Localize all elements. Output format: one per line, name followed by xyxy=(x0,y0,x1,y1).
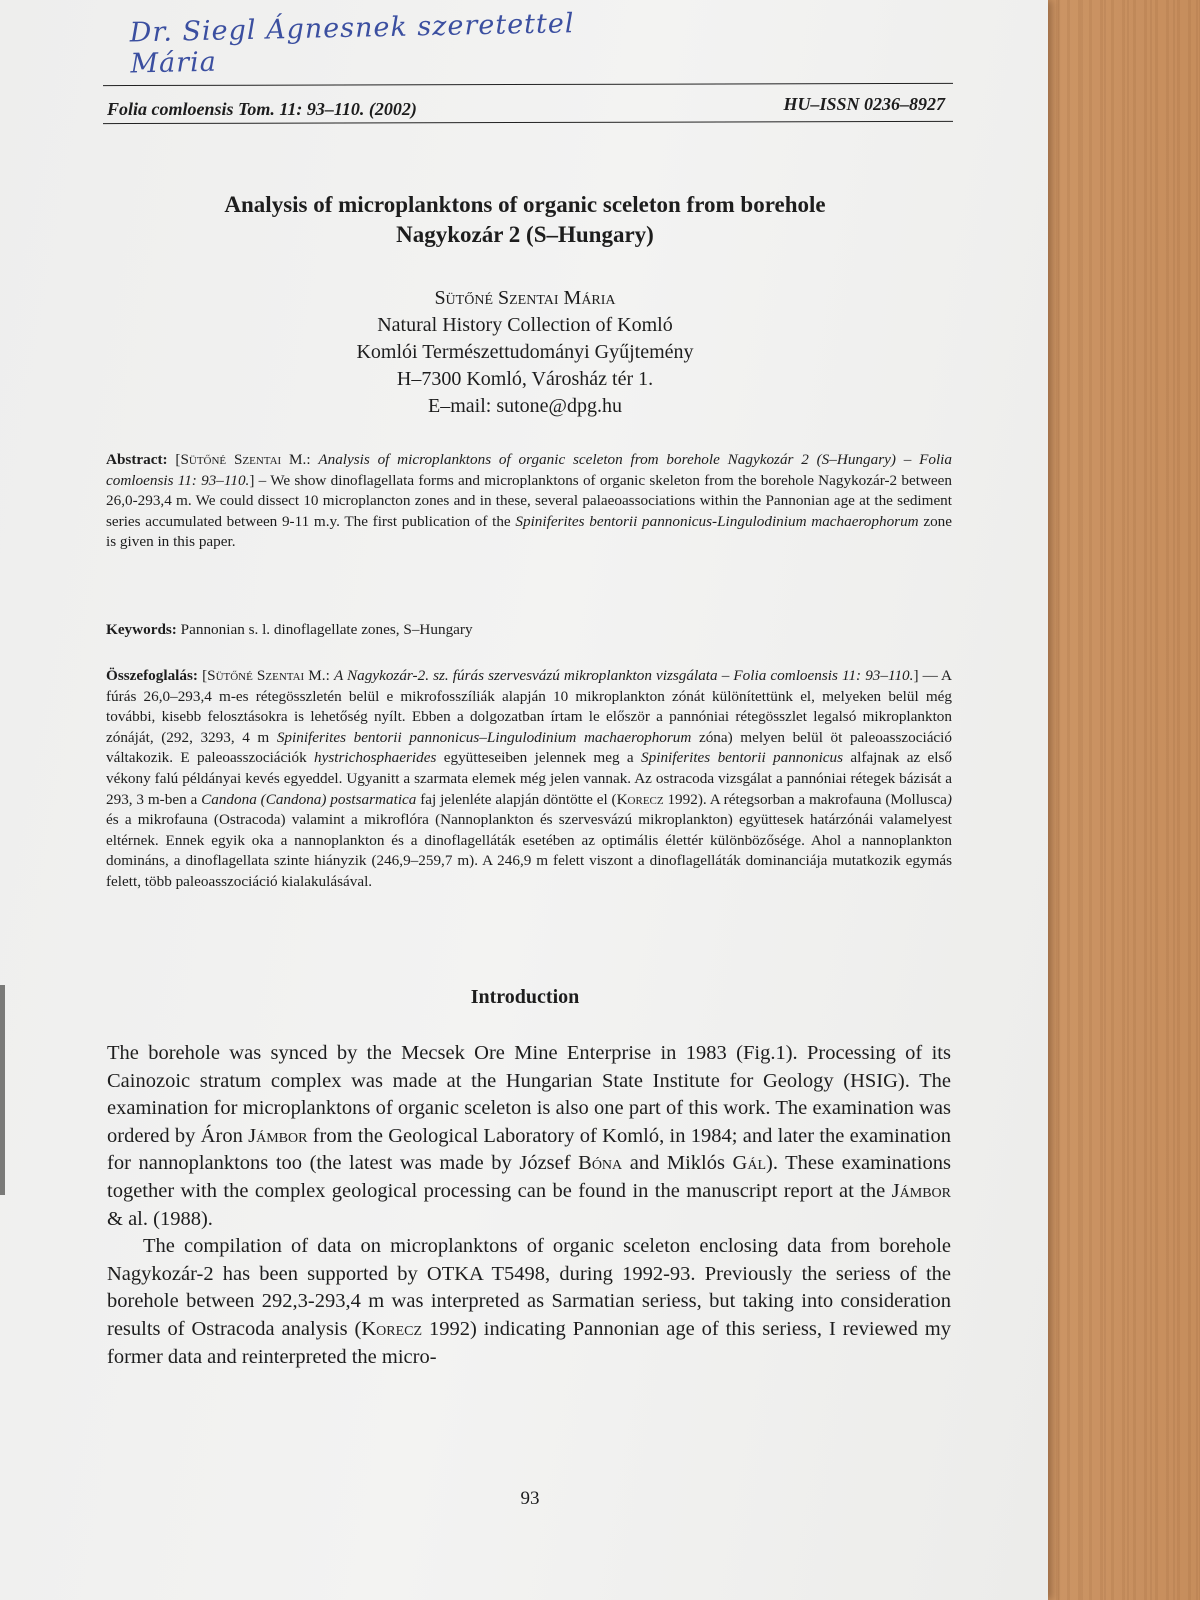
affiliation-english: Natural History Collection of Komló xyxy=(377,314,673,336)
header-top-rule xyxy=(103,83,953,86)
abstract-zone-name: Spiniferites bentorii pannonicus-Lingulodinium machaerophorum xyxy=(515,512,919,530)
summary-author: Sütőné Szentai M. xyxy=(207,667,326,684)
page-number: 93 xyxy=(520,1488,540,1509)
running-header xyxy=(107,94,945,124)
intro-paragraph-1: The borehole was synced by the Mecsek Ore Mine Enterprise in 1983 (Fig.1). Processing of its Cainozoic stratum complex was made at the Hungarian State Institute for Geology (HSIG). The examination for microplanktons of organic sceleton is also one part of this work. The examination was ordered by Áron Jámbor from the Geological Laboratory of Komló, in 1984; and later the examination for nannoplanktons too (the latest was made by József Bóna and Miklós Gál). These examinations together with the complex geological processing can be found in the manuscript report at the Jámbor & al. (1988). xyxy=(107,1042,952,1230)
abstract-author: Sütőné Szentai M. xyxy=(180,451,307,468)
affiliation-hungarian: Komlói Természettudományi Gyűjtemény xyxy=(356,341,694,363)
journal-citation: Folia comloensis Tom. 11: 93–110. (2002) xyxy=(107,99,417,119)
intro-paragraph-2: The compilation of data on microplanktons of organic sceleton enclosing data from borehole Nagykozár-2 has been supported by OTKA T5498, during 1992-93. Previously the seriess of the borehole between 292,3-293,4 m was interpreted as Sarmatian seriess, but taking into consideration results of Ostracoda analysis (Korecz 1992) indicating Pannonian age of this seriess, I reviewed my former data and reinterpreted the micro- xyxy=(107,1235,951,1368)
summary-citation: A Nagykozár-2. sz. fúrás szervesvázú mikroplankton vizsgálata – Folia comloensis 11: 93–110. xyxy=(333,667,914,684)
section-heading-introduction: Introduction xyxy=(470,986,580,1008)
abstract-citation: Analysis of microplanktons of organic sceleton from borehole Nagykozár 2 (S–Hungary) – Folia comloensis 11: 93–110. xyxy=(106,451,952,489)
keywords-label: Keywords: xyxy=(106,621,177,638)
title-line-1: Analysis of microplanktons of organic sceleton from borehole xyxy=(224,192,826,217)
email-address: E–mail: sutone@dpg.hu xyxy=(428,395,622,417)
keywords-text: Pannonian s. l. dinoflagellate zones, S–Hungary xyxy=(176,621,473,638)
abstract-label: Abstract: xyxy=(106,451,168,468)
abstract-paragraph: Abstract: [Sütőné Szentai M.: Analysis of microplanktons of organic sceleton from borehole Nagykozár 2 (S–Hungary) – Folia comloensis 11: 93–110.] – We show dinoflagellata forms and microplanktons of organic skeleton from the borehole Nagykozár-2 between 26,0-293,4 m. We could dissect 10 microplancton zones and in these, several palaeoassociations within the Pannonian age at the sediment series accumulated between 9-11 m.y. The first publication of the Spiniferites bentorii pannonicus-Lingulodinium machaerophorum zone is given in this paper. xyxy=(106,451,953,551)
introduction-body xyxy=(107,1040,951,1371)
postal-address: H–7300 Komló, Városház tér 1. xyxy=(396,368,654,390)
issn-number: HU–ISSN 0236–8927 xyxy=(783,94,945,114)
handwritten-dedication: Dr. Siegl Ágnesnek szeretettel Mária xyxy=(129,8,575,80)
summary-label: Összefoglalás: xyxy=(106,667,198,684)
article-title xyxy=(100,190,950,250)
author-name: Sütőné Szentai Mária xyxy=(434,287,616,309)
author-block xyxy=(100,285,950,420)
page-edge-shadow xyxy=(0,985,5,1195)
keywords-line xyxy=(106,620,952,641)
hungarian-summary: Összefoglalás: [Sütőné Szentai M.: A Nagykozár-2. sz. fúrás szervesvázú mikroplankton vizsgálata – Folia comloensis 11: 93–110.] — A fúrás 26,0–293,4 m-es rétegösszletén belül e mikrofosszíliák alapján 10 mikroplankton zónát különítettünk el, melyeken belül még további, kisebb felosztásokra is lehetőség nyílt. Ebben a dolgozatban írtam le először a pannóniai rétegösszlet legalsó mikroplankton zónáját, (292, 3293, 4 m Spiniferites bentorii pannonicus–Lingulodinium machaerophorum zóna) melyen belül öt paleoasszociáció váltakozik. E paleoasszociációk hystrichosphaerides együtteseiben jelennek meg a Spiniferites bentorii pannonicus alfajnak az első vékony falú példányai kevés egyeddel. Ugyanitt a szarmata elemek még jelen vannak. Az ostracoda vizsgálat a pannóniai rétegek bázisát a 293, 3 m-ben a Candona (Candona) postsarmatica faj jelenléte alapján döntötte el (Korecz 1992). A rétegsorban a makrofauna (Mollusca) és a mikrofauna (Ostracoda) valamint a mikroflóra (Nannoplankton és szervesvázú mikroplankton) együttesek határzónái valamelyest eltérnek. Ennek egyik oka a nannoplankton és a dinoflagelláták esetében az optimális élettér különbözősége. Ahol a nannoplankton domináns, a dinoflagellata szinte hiányzik (246,9–259,7 m). A 246,9 m felett viszont a dinoflagelláták dominanciája mutatkozik egymás felett, több paleoasszociáció kialakulásával. xyxy=(106,667,953,890)
title-line-2: Nagykozár 2 (S–Hungary) xyxy=(396,222,654,247)
